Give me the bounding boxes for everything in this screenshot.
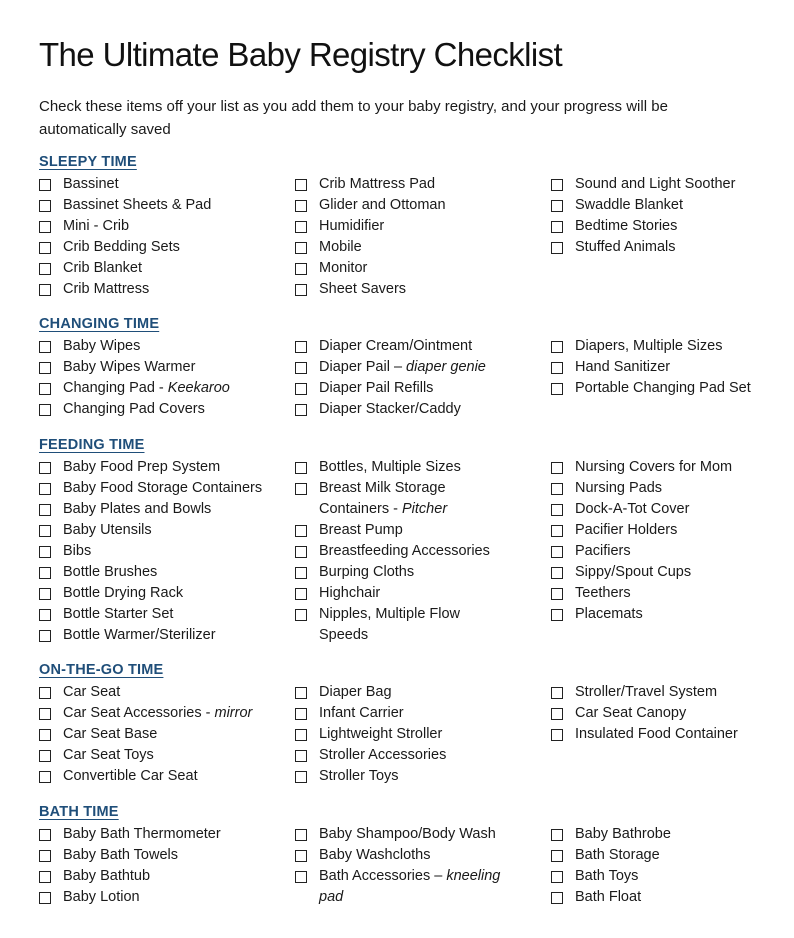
checklist-item-label: Lightweight Stroller (319, 726, 443, 742)
item-brand-note: Pitcher (402, 501, 448, 517)
checkbox[interactable] (551, 383, 563, 395)
checklist-item-label: Teethers (575, 585, 631, 601)
checklist-item[interactable] (39, 499, 289, 520)
checkbox[interactable] (551, 362, 563, 374)
checkbox[interactable] (39, 341, 51, 353)
item-brand-note: diaper genie (406, 359, 486, 375)
checklist-item[interactable] (39, 845, 289, 866)
checklist-column (551, 457, 794, 625)
checklist-item-label: Car Seat Accessories - mirror (63, 705, 253, 721)
checklist-item-label: Baby Lotion (63, 889, 140, 905)
checkbox[interactable] (295, 362, 307, 374)
checklist-item-label: Infant Carrier (319, 705, 404, 721)
checkbox[interactable] (551, 242, 563, 254)
checkbox[interactable] (39, 483, 51, 495)
section-on-the-go-time (39, 660, 769, 784)
checklist-item[interactable] (39, 766, 289, 787)
checkbox[interactable] (551, 483, 563, 495)
checkbox[interactable] (295, 242, 307, 254)
checklist-item[interactable] (39, 237, 289, 258)
checkbox[interactable] (39, 588, 51, 600)
checklist-item-label: Baby Wipes (63, 338, 141, 354)
checklist-item-label: Insulated Food Container (575, 726, 738, 742)
checkbox[interactable] (551, 221, 563, 233)
checklist-item[interactable] (295, 682, 545, 703)
checklist-item[interactable] (39, 399, 289, 420)
checklist-item[interactable] (295, 604, 545, 646)
checklist-item[interactable] (551, 562, 794, 583)
checklist-item-label: Convertible Car Seat (63, 768, 198, 784)
checkbox[interactable] (39, 708, 51, 720)
checkbox[interactable] (295, 729, 307, 741)
checklist-item[interactable] (39, 258, 289, 279)
checklist-item[interactable] (551, 682, 794, 703)
checklist-item-label: Breast Pump (319, 522, 403, 538)
checkbox[interactable] (295, 200, 307, 212)
checkbox[interactable] (551, 892, 563, 904)
checklist-item[interactable] (39, 625, 289, 646)
checklist-item[interactable] (551, 845, 794, 866)
checklist-item-label: Portable Changing Pad Set (575, 380, 751, 396)
checklist-item-label: Baby Food Storage Containers (63, 480, 263, 496)
checklist-item[interactable] (551, 887, 794, 908)
checklist-item[interactable] (295, 237, 545, 258)
checklist-item-label: Breast Milk Storage Containers - Pitcher (319, 480, 448, 517)
checklist-item-label: Bath Toys (575, 868, 639, 884)
checklist-column (551, 174, 794, 258)
checkbox[interactable] (551, 829, 563, 841)
checklist-item-label: Baby Plates and Bowls (63, 501, 212, 517)
checkbox[interactable] (39, 362, 51, 374)
checkbox[interactable] (295, 567, 307, 579)
checklist-item-label: Bottle Warmer/Sterilizer (63, 627, 216, 643)
section-title: SLEEPY TIME (39, 154, 137, 170)
checklist-item[interactable] (295, 866, 545, 908)
checkbox[interactable] (295, 483, 307, 495)
checklist-item-label: Baby Bathtub (63, 868, 151, 884)
checkbox[interactable] (39, 567, 51, 579)
checklist-column (295, 682, 545, 787)
checkbox[interactable] (39, 221, 51, 233)
checklist-item-label: Car Seat Base (63, 726, 158, 742)
checkbox[interactable] (295, 687, 307, 699)
checkbox[interactable] (39, 750, 51, 762)
checklist-item-label: Baby Shampoo/Body Wash (319, 826, 496, 842)
checkbox[interactable] (39, 892, 51, 904)
checklist-item-label: Baby Utensils (63, 522, 152, 538)
checklist-item[interactable] (39, 682, 289, 703)
checklist-item[interactable] (551, 195, 794, 216)
checklist-item[interactable] (551, 336, 794, 357)
checklist-item-label: Bibs (63, 543, 92, 559)
checkbox[interactable] (295, 771, 307, 783)
checkbox[interactable] (39, 200, 51, 212)
checklist-item[interactable] (295, 357, 545, 378)
checkbox[interactable] (39, 462, 51, 474)
checkbox[interactable] (295, 750, 307, 762)
checklist-item[interactable] (551, 174, 794, 195)
checkbox[interactable] (295, 871, 307, 883)
checklist-item-label: Mobile (319, 239, 362, 255)
checklist-item-label: Monitor (319, 260, 368, 276)
checklist-item[interactable] (39, 745, 289, 766)
checklist-item-label: Bath Storage (575, 847, 660, 863)
checklist-item-label: Crib Mattress Pad (319, 176, 436, 192)
checklist-item[interactable] (295, 845, 545, 866)
checklist-item-label: Diaper Pail Refills (319, 380, 434, 396)
checklist-item[interactable] (551, 499, 794, 520)
checklist-column (295, 457, 545, 646)
checklist-item[interactable] (551, 866, 794, 887)
checklist-item-label: Bassinet Sheets & Pad (63, 197, 212, 213)
checkbox[interactable] (551, 525, 563, 537)
checklist-item[interactable] (39, 195, 289, 216)
checkbox[interactable] (295, 525, 307, 537)
checklist-item[interactable] (295, 478, 545, 520)
checklist-item[interactable] (39, 824, 289, 845)
checkbox[interactable] (295, 708, 307, 720)
checkbox[interactable] (551, 504, 563, 516)
checklist-item[interactable] (295, 457, 545, 478)
checklist-item[interactable] (551, 357, 794, 378)
checklist-item[interactable] (39, 520, 289, 541)
checklist-item-label: Crib Mattress (63, 281, 150, 297)
checklist-column (39, 457, 289, 646)
checklist-item[interactable] (295, 562, 545, 583)
checklist-item[interactable] (39, 279, 289, 300)
checklist-item[interactable] (39, 541, 289, 562)
checklist-item-label: Sippy/Spout Cups (575, 564, 692, 580)
checklist-column (551, 824, 794, 908)
checklist-item[interactable] (551, 520, 794, 541)
checklist-item[interactable] (551, 824, 794, 845)
checklist-item[interactable] (39, 562, 289, 583)
checklist-column (39, 174, 289, 300)
checklist-item-label: Diapers, Multiple Sizes (575, 338, 723, 354)
checklist-item-label: Stroller Toys (319, 768, 399, 784)
checkbox[interactable] (39, 404, 51, 416)
checklist-item-label: Burping Cloths (319, 564, 415, 580)
checkbox[interactable] (551, 588, 563, 600)
checklist-item-label: Changing Pad Covers (63, 401, 205, 417)
checklist-item-label: Pacifier Holders (575, 522, 678, 538)
checkbox[interactable] (295, 588, 307, 600)
checklist-item-label: Pacifiers (575, 543, 631, 559)
checklist-item-label: Bottle Drying Rack (63, 585, 184, 601)
checkbox[interactable] (39, 525, 51, 537)
checkbox[interactable] (551, 567, 563, 579)
checkbox[interactable] (39, 729, 51, 741)
checklist-item[interactable] (39, 357, 289, 378)
checklist-item-label: Bottle Starter Set (63, 606, 174, 622)
checklist-item-label: Sheet Savers (319, 281, 407, 297)
checklist-item-label: Car Seat Toys (63, 747, 154, 763)
checkbox[interactable] (551, 609, 563, 621)
checklist-item-label: Glider and Ottoman (319, 197, 446, 213)
checkbox[interactable] (295, 404, 307, 416)
item-brand-note: Keekaroo (167, 380, 230, 396)
checkbox[interactable] (295, 284, 307, 296)
checklist-column (295, 824, 545, 908)
checklist-item-label: Diaper Bag (319, 684, 392, 700)
checkbox[interactable] (551, 179, 563, 191)
checklist-item-label: Diaper Cream/Ointment (319, 338, 473, 354)
checkbox[interactable] (551, 729, 563, 741)
checkbox[interactable] (295, 850, 307, 862)
checkbox[interactable] (295, 383, 307, 395)
checklist-item-label: Baby Bathrobe (575, 826, 671, 842)
checklist-item[interactable] (551, 478, 794, 499)
checklist-item[interactable] (295, 520, 545, 541)
checklist-item[interactable] (295, 279, 545, 300)
checkbox[interactable] (39, 829, 51, 841)
checklist-item[interactable] (39, 604, 289, 625)
checklist-item[interactable] (39, 583, 289, 604)
checkbox[interactable] (39, 284, 51, 296)
checklist-item[interactable] (295, 195, 545, 216)
checkbox[interactable] (39, 850, 51, 862)
checklist-item-label: Diaper Pail – diaper genie (319, 359, 486, 375)
section-title: CHANGING TIME (39, 316, 160, 332)
checklist-item[interactable] (551, 583, 794, 604)
checkbox[interactable] (295, 829, 307, 841)
checklist-item-label: Nursing Pads (575, 480, 663, 496)
checkbox[interactable] (39, 383, 51, 395)
checklist-column (295, 174, 545, 300)
checkbox[interactable] (551, 546, 563, 558)
checklist-item-label: Bath Float (575, 889, 642, 905)
checklist-item-label: Nipples, Multiple Flow Speeds (319, 606, 461, 643)
checklist-item[interactable] (551, 457, 794, 478)
checklist-item[interactable] (295, 541, 545, 562)
checklist-item-label: Bassinet (63, 176, 119, 192)
checklist-item-label: Baby Washcloths (319, 847, 431, 863)
checklist-item[interactable] (295, 216, 545, 237)
checklist-column (295, 336, 545, 420)
checklist-column (551, 336, 794, 399)
checklist-item[interactable] (551, 378, 794, 399)
section-title: BATH TIME (39, 804, 119, 820)
checkbox[interactable] (551, 462, 563, 474)
item-brand-note: mirror (214, 705, 253, 721)
item-brand-note: kneeling pad (319, 868, 501, 905)
section-feeding-time (39, 435, 769, 643)
checkbox[interactable] (39, 871, 51, 883)
checklist-item-label: Dock-A-Tot Cover (575, 501, 690, 517)
checklist-item-label: Baby Wipes Warmer (63, 359, 196, 375)
checklist-item-label: Placemats (575, 606, 643, 622)
checkbox[interactable] (551, 200, 563, 212)
checklist-item[interactable] (551, 724, 794, 745)
intro-text: Check these items off your list as you add them to your baby registry, and your progress will be automatically saved (39, 98, 668, 138)
checklist-item-label: Diaper Stacker/Caddy (319, 401, 461, 417)
checklist-item-label: Swaddle Blanket (575, 197, 684, 213)
checklist-column (39, 336, 289, 420)
checkbox[interactable] (39, 771, 51, 783)
checkbox[interactable] (295, 546, 307, 558)
checkbox[interactable] (295, 341, 307, 353)
checkbox[interactable] (39, 687, 51, 699)
checklist-item[interactable] (295, 336, 545, 357)
section-title: FEEDING TIME (39, 437, 145, 453)
checklist-item[interactable] (295, 824, 545, 845)
checkbox[interactable] (39, 263, 51, 275)
checklist-item-label: Bath Accessories – kneeling pad (319, 868, 501, 905)
checkbox[interactable] (551, 871, 563, 883)
checklist-item-label: Bottles, Multiple Sizes (319, 459, 461, 475)
checklist-item-label: Baby Food Prep System (63, 459, 221, 475)
checkbox[interactable] (39, 546, 51, 558)
checklist-item[interactable] (39, 457, 289, 478)
checklist-item-label: Highchair (319, 585, 381, 601)
checklist-item[interactable] (295, 724, 545, 745)
checkbox[interactable] (39, 609, 51, 621)
checklist-item-label: Bedtime Stories (575, 218, 678, 234)
checklist-item-label: Baby Bath Towels (63, 847, 178, 863)
checklist-item[interactable] (295, 766, 545, 787)
checklist-item-label: Crib Blanket (63, 260, 142, 276)
checkbox[interactable] (295, 462, 307, 474)
checklist-item[interactable] (39, 866, 289, 887)
checklist-item[interactable] (551, 237, 794, 258)
checkbox[interactable] (551, 850, 563, 862)
checkbox[interactable] (39, 504, 51, 516)
checklist-item-label: Car Seat (63, 684, 121, 700)
checklist-item[interactable] (295, 745, 545, 766)
page-title: The Ultimate Baby Registry Checklist (39, 36, 563, 73)
checklist-column (39, 682, 289, 787)
checklist-item[interactable] (295, 583, 545, 604)
checkbox[interactable] (295, 609, 307, 621)
checkbox[interactable] (551, 708, 563, 720)
checklist-item-label: Breastfeeding Accessories (319, 543, 490, 559)
checklist-item[interactable] (39, 724, 289, 745)
checklist-item[interactable] (39, 216, 289, 237)
checklist-item-label: Mini - Crib (63, 218, 130, 234)
checklist-item-label: Changing Pad - Keekaroo (63, 380, 230, 396)
checkbox[interactable] (551, 687, 563, 699)
checklist-item-label: Stroller Accessories (319, 747, 447, 763)
checkbox[interactable] (551, 341, 563, 353)
checklist-item[interactable] (551, 604, 794, 625)
checklist-item[interactable] (39, 336, 289, 357)
checklist-item-label: Stuffed Animals (575, 239, 676, 255)
checklist-item[interactable] (295, 258, 545, 279)
checklist-item-label: Nursing Covers for Mom (575, 459, 733, 475)
checkbox[interactable] (295, 263, 307, 275)
checklist-item[interactable] (39, 174, 289, 195)
checkbox[interactable] (295, 221, 307, 233)
checklist-item-label: Humidifier (319, 218, 385, 234)
checkbox[interactable] (295, 179, 307, 191)
checklist-item-label: Hand Sanitizer (575, 359, 671, 375)
checklist-item[interactable] (551, 703, 794, 724)
checklist-item-label: Sound and Light Soother (575, 176, 736, 192)
checklist-item[interactable] (39, 478, 289, 499)
checklist-item-label: Stroller/Travel System (575, 684, 718, 700)
checklist-item[interactable] (295, 378, 545, 399)
checklist-item-label: Baby Bath Thermometer (63, 826, 221, 842)
checklist-column (39, 824, 289, 908)
checklist-column (551, 682, 794, 745)
checklist-item-label: Car Seat Canopy (575, 705, 687, 721)
section-sleepy-time (39, 152, 769, 297)
checklist-item[interactable] (39, 703, 289, 724)
checkbox[interactable] (39, 242, 51, 254)
checkbox[interactable] (39, 179, 51, 191)
checklist-item[interactable] (551, 541, 794, 562)
checklist-item-label: Crib Bedding Sets (63, 239, 180, 255)
checklist-item-label: Bottle Brushes (63, 564, 158, 580)
checklist-item[interactable] (39, 378, 289, 399)
section-title: ON-THE-GO TIME (39, 662, 164, 678)
checklist-item[interactable] (295, 703, 545, 724)
checklist-item[interactable] (39, 887, 289, 908)
checklist-item[interactable] (551, 216, 794, 237)
checklist-item[interactable] (295, 174, 545, 195)
checklist-item[interactable] (295, 399, 545, 420)
section-changing-time (39, 314, 769, 417)
section-bath-time (39, 802, 769, 905)
checkbox[interactable] (39, 630, 51, 642)
